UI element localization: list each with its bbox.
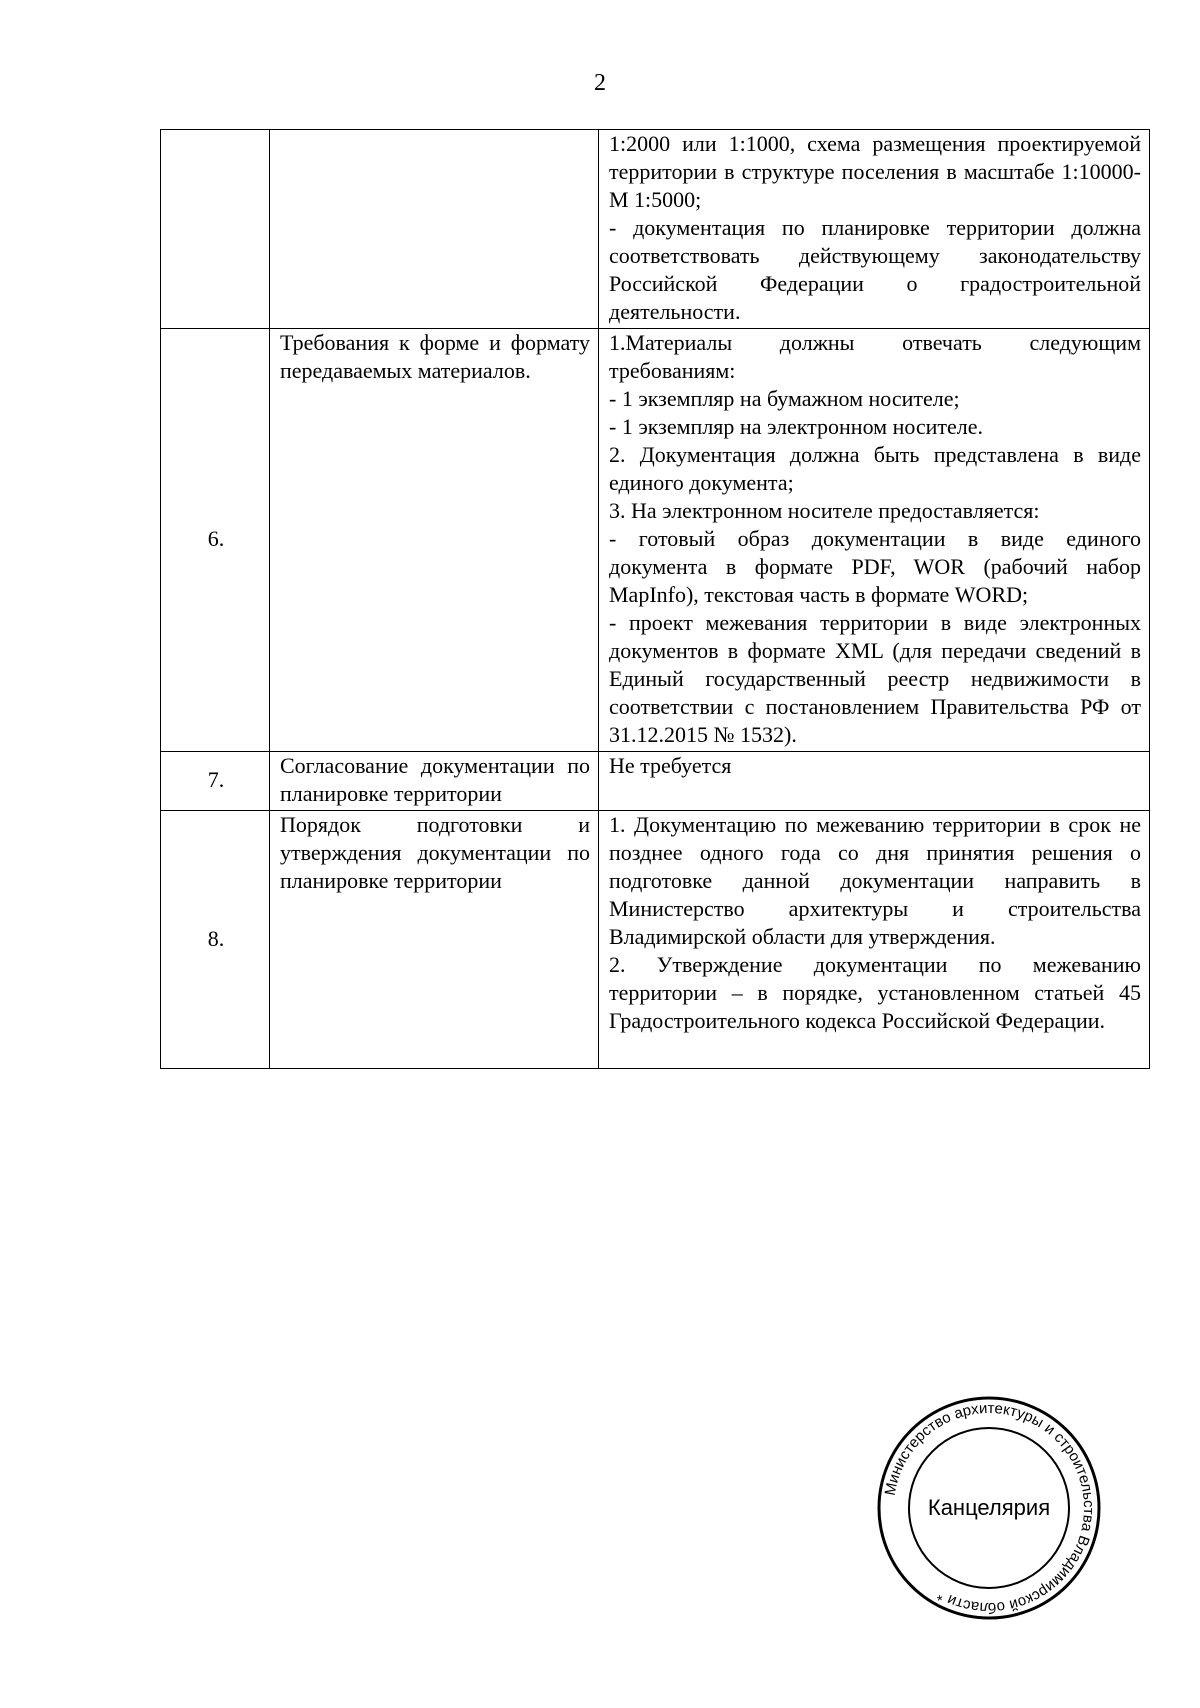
page-number: 2 [594,70,606,96]
description-paragraph: 1. Документацию по межеванию территории в срок не позднее одного года со дня принятия решения о подготовке данной документации направить в Министерство архитектуры и строительства Владимирской области для утверждения. [609,812,1141,949]
description-paragraph: - проект межевания территории в виде электронных документов в формате XML (для передачи сведений в Единый государственный реестр недвижимости в соответствии с постановлением Правительства РФ от 31.12.2015 № 1532). [609,610,1141,747]
row-description [599,130,1150,329]
description-paragraph: - готовый образ документации в виде единого документа в формате PDF, WOR (рабочий набор MapInfo), текстовая часть в формате WORD; [609,526,1141,607]
table-row [161,752,1150,811]
svg-text:Канцелярия: Канцелярия [927,1495,1051,1520]
row-title-text: Согласование документации по планировке территории [280,753,590,806]
office-stamp [874,1393,1104,1623]
table-row [161,329,1150,752]
row-description [599,329,1150,752]
description-paragraph: 1:2000 или 1:1000, схема размещения проектируемой территории в структуре поселения в масштабе 1:10000-М 1:5000; [609,131,1141,212]
description-paragraph: - 1 экземпляр на электронном носителе. [609,414,984,439]
description-paragraph: - 1 экземпляр на бумажном носителе; [609,386,960,411]
svg-text:Министерство архитектуры и стр: Министерство архитектуры и строительства Владимирской области * [881,1399,1098,1617]
description-paragraph: 2. Документация должна быть представлена в виде единого документа; [609,442,1141,495]
description-paragraph: 1.Материалы должны отвечать следующим требованиям: [609,330,1141,383]
row-number: 8. [161,811,270,1069]
requirements-table [160,129,1150,1069]
description-paragraph: 3. На электронном носителе предоставляется: [609,498,1040,523]
table-row [161,811,1150,1069]
row-number [161,130,270,329]
row-title [270,130,599,329]
table-row [161,130,1150,329]
description-paragraph: 2. Утверждение документации по межеванию территории – в порядке, установленном статьей 45 Градостроительного кодекса Российской Федерации. [609,952,1141,1033]
description-paragraph: - документация по планировке территории должна соответствовать действующему законодательству Российской Федерации о градостроительной деятельности. [609,215,1141,324]
row-title-text: Требования к форме и формату передаваемых материалов. [280,330,590,383]
row-title [270,811,599,1069]
row-description [599,811,1150,1069]
description-paragraph: Не требуется [609,753,732,778]
row-title [270,329,599,752]
row-title [270,752,599,811]
row-number: 7. [161,752,270,811]
row-description [599,752,1150,811]
row-number: 6. [161,329,270,752]
row-title-text: Порядок подготовки и утверждения документации по планировке территории [280,812,590,893]
